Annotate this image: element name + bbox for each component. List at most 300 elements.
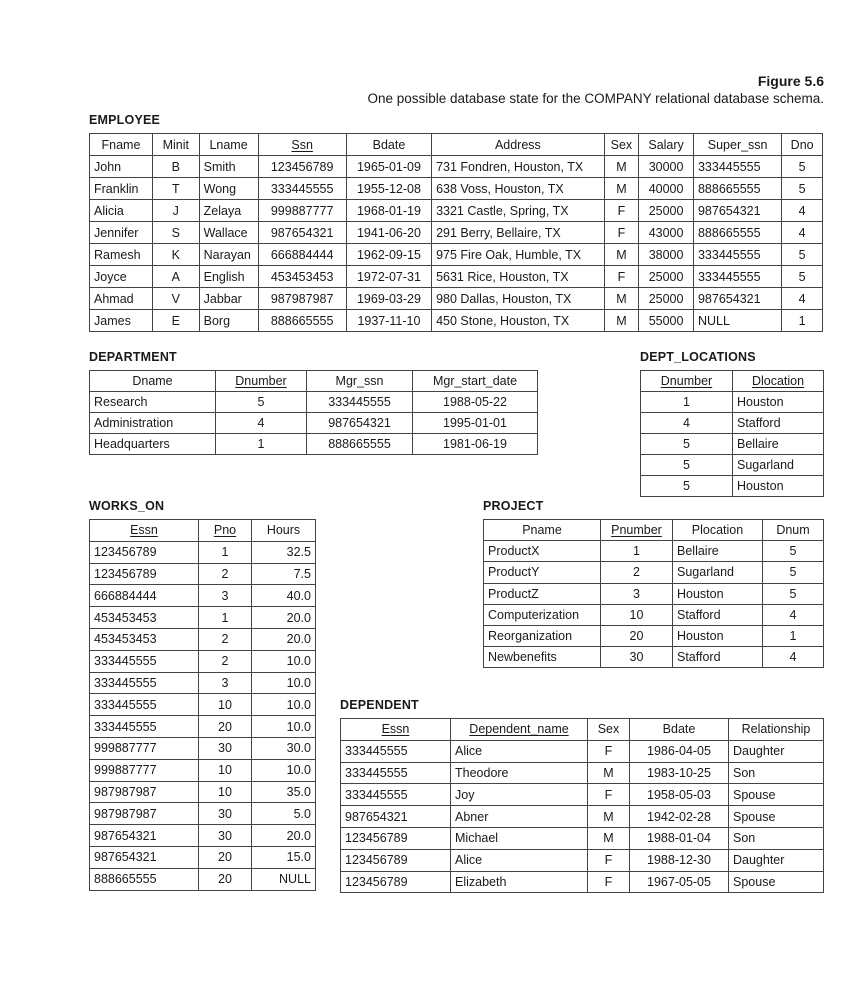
employee-cell: 5 (782, 266, 823, 288)
employee-cell: 25000 (639, 288, 694, 310)
employee-row (90, 310, 823, 332)
dependent-cell: Spouse (729, 806, 824, 828)
works-on-cell: 10.0 (252, 694, 316, 716)
department-cell: Research (90, 392, 216, 413)
department-cell: 888665555 (307, 434, 413, 455)
employee-cell: 333445555 (693, 156, 781, 178)
project-cell: 1 (763, 625, 824, 646)
works-on-cell: 32.5 (252, 541, 316, 563)
dependent-row (341, 827, 824, 849)
employee-cell: 55000 (639, 310, 694, 332)
works-on-row (90, 694, 316, 716)
project-column-header: Pnumber (601, 520, 673, 541)
dependent-cell: 987654321 (341, 806, 451, 828)
employee-cell: 987987987 (258, 288, 346, 310)
employee-column-header: Salary (639, 134, 694, 156)
employee-cell: 987654321 (258, 222, 346, 244)
project-cell: Sugarland (673, 562, 763, 583)
works-on-row (90, 541, 316, 563)
department-column-header: Mgr_start_date (413, 371, 538, 392)
dependent-header-row (341, 719, 824, 741)
employee-cell: A (152, 266, 199, 288)
works-on-row (90, 759, 316, 781)
works-on-cell: 453453453 (90, 607, 199, 629)
works-on-cell: 5.0 (252, 803, 316, 825)
dependent-cell: 1986-04-05 (630, 740, 729, 762)
department-cell: Administration (90, 413, 216, 434)
works-on-cell: 3 (199, 672, 252, 694)
employee-cell: Franklin (90, 178, 153, 200)
works-on-cell: 888665555 (90, 868, 199, 890)
project-cell: Reorganization (484, 625, 601, 646)
project-cell: Stafford (673, 604, 763, 625)
dependent-cell: Spouse (729, 784, 824, 806)
dependent-cell: 1942-02-28 (630, 806, 729, 828)
employee-cell: F (604, 200, 639, 222)
works-on-row (90, 846, 316, 868)
dependent-cell: Daughter (729, 849, 824, 871)
dependent-cell: Son (729, 762, 824, 784)
project-row (484, 647, 824, 668)
dept-locations-column-header: Dnumber (641, 371, 733, 392)
works-on-cell: 333445555 (90, 716, 199, 738)
dependent-row (341, 784, 824, 806)
figure-title: Figure 5.6 (757, 73, 824, 89)
employee-cell: 1955-12-08 (346, 178, 431, 200)
employee-cell: 3321 Castle, Spring, TX (432, 200, 605, 222)
employee-cell: James (90, 310, 153, 332)
dependent-cell: 123456789 (341, 849, 451, 871)
works-on-cell: 20.0 (252, 628, 316, 650)
works-on-cell: 1 (199, 541, 252, 563)
employee-cell: 731 Fondren, Houston, TX (432, 156, 605, 178)
employee-column-header: Super_ssn (693, 134, 781, 156)
employee-cell: M (604, 288, 639, 310)
employee-cell: 5 (782, 244, 823, 266)
employee-cell: Jennifer (90, 222, 153, 244)
employee-cell: Wong (199, 178, 258, 200)
employee-cell: 1962-09-15 (346, 244, 431, 266)
dept-locations-row (641, 413, 824, 434)
dept-locations-table (640, 370, 824, 497)
dependent-table (340, 718, 824, 893)
project-column-header: Dnum (763, 520, 824, 541)
works-on-cell: 666884444 (90, 585, 199, 607)
project-cell: Newbenefits (484, 647, 601, 668)
employee-cell: 980 Dallas, Houston, TX (432, 288, 605, 310)
project-column-header: Plocation (673, 520, 763, 541)
works-on-cell: 30.0 (252, 737, 316, 759)
project-cell: 5 (763, 562, 824, 583)
works-on-column-header: Essn (90, 520, 199, 542)
dependent-cell: F (588, 871, 630, 893)
employee-column-header: Lname (199, 134, 258, 156)
works-on-cell: 10.0 (252, 650, 316, 672)
employee-cell: 123456789 (258, 156, 346, 178)
employee-cell: NULL (693, 310, 781, 332)
works-on-row (90, 825, 316, 847)
project-cell: Houston (673, 583, 763, 604)
works-on-column-header: Hours (252, 520, 316, 542)
employee-cell: M (604, 310, 639, 332)
works-on-cell: 10 (199, 694, 252, 716)
employee-cell: Joyce (90, 266, 153, 288)
employee-cell: 453453453 (258, 266, 346, 288)
works-on-cell: 987987987 (90, 781, 199, 803)
project-row (484, 541, 824, 562)
dependent-cell: Theodore (451, 762, 588, 784)
project-column-header: Pname (484, 520, 601, 541)
project-cell: 5 (763, 541, 824, 562)
works-on-cell: 20.0 (252, 607, 316, 629)
employee-cell: John (90, 156, 153, 178)
employee-cell: 1968-01-19 (346, 200, 431, 222)
works-on-cell: 30 (199, 803, 252, 825)
project-cell: ProductY (484, 562, 601, 583)
project-table-name: PROJECT (483, 499, 544, 513)
dependent-column-header: Relationship (729, 719, 824, 741)
employee-cell: 1937-11-10 (346, 310, 431, 332)
employee-cell: 638 Voss, Houston, TX (432, 178, 605, 200)
works-on-row (90, 803, 316, 825)
works-on-cell: 999887777 (90, 759, 199, 781)
employee-cell: Borg (199, 310, 258, 332)
dependent-cell: F (588, 784, 630, 806)
department-row (90, 392, 538, 413)
employee-cell: K (152, 244, 199, 266)
dependent-cell: 1988-12-30 (630, 849, 729, 871)
works-on-cell: 15.0 (252, 846, 316, 868)
project-cell: 10 (601, 604, 673, 625)
dept-locations-cell: Houston (733, 476, 824, 497)
department-row (90, 434, 538, 455)
employee-table (89, 133, 823, 332)
employee-cell: 38000 (639, 244, 694, 266)
dept-locations-row (641, 392, 824, 413)
employee-cell: Narayan (199, 244, 258, 266)
works-on-cell: 20.0 (252, 825, 316, 847)
project-cell: 4 (763, 647, 824, 668)
employee-cell: 5631 Rice, Houston, TX (432, 266, 605, 288)
employee-cell: F (604, 266, 639, 288)
employee-cell: 5 (782, 178, 823, 200)
dept-locations-row (641, 434, 824, 455)
dependent-row (341, 871, 824, 893)
works-on-row (90, 781, 316, 803)
works-on-row (90, 672, 316, 694)
dependent-cell: Son (729, 827, 824, 849)
employee-cell: 1972-07-31 (346, 266, 431, 288)
project-cell: 4 (763, 604, 824, 625)
employee-column-header: Bdate (346, 134, 431, 156)
project-row (484, 604, 824, 625)
employee-row (90, 288, 823, 310)
works-on-cell: 10 (199, 781, 252, 803)
works-on-cell: 2 (199, 563, 252, 585)
employee-cell: 40000 (639, 178, 694, 200)
employee-cell: 888665555 (693, 222, 781, 244)
employee-cell: J (152, 200, 199, 222)
employee-cell: S (152, 222, 199, 244)
dependent-cell: Joy (451, 784, 588, 806)
dept-locations-cell: 5 (641, 434, 733, 455)
employee-cell: English (199, 266, 258, 288)
works-on-cell: 10.0 (252, 672, 316, 694)
works-on-cell: NULL (252, 868, 316, 890)
works-on-cell: 40.0 (252, 585, 316, 607)
dependent-cell: M (588, 762, 630, 784)
department-cell: 4 (216, 413, 307, 434)
employee-cell: 291 Berry, Bellaire, TX (432, 222, 605, 244)
dependent-cell: 333445555 (341, 762, 451, 784)
works-on-cell: 10.0 (252, 759, 316, 781)
project-cell: 20 (601, 625, 673, 646)
department-cell: 1988-05-22 (413, 392, 538, 413)
dependent-column-header: Sex (588, 719, 630, 741)
works-on-cell: 987987987 (90, 803, 199, 825)
dept-locations-row (641, 476, 824, 497)
employee-cell: Zelaya (199, 200, 258, 222)
works-on-cell: 35.0 (252, 781, 316, 803)
employee-row (90, 222, 823, 244)
project-row (484, 625, 824, 646)
project-cell: Stafford (673, 647, 763, 668)
employee-row (90, 200, 823, 222)
dependent-column-header: Dependent_name (451, 719, 588, 741)
employee-column-header: Dno (782, 134, 823, 156)
employee-row (90, 266, 823, 288)
works-on-cell: 10.0 (252, 716, 316, 738)
works-on-cell: 10 (199, 759, 252, 781)
employee-cell: M (604, 156, 639, 178)
works-on-row (90, 737, 316, 759)
dependent-cell: Abner (451, 806, 588, 828)
dependent-cell: 1983-10-25 (630, 762, 729, 784)
employee-cell: 4 (782, 288, 823, 310)
project-cell: 30 (601, 647, 673, 668)
employee-cell: E (152, 310, 199, 332)
dependent-cell: 123456789 (341, 827, 451, 849)
dept-locations-cell: Houston (733, 392, 824, 413)
employee-cell: 1965-01-09 (346, 156, 431, 178)
employee-cell: 450 Stone, Houston, TX (432, 310, 605, 332)
dependent-row (341, 806, 824, 828)
works-on-cell: 1 (199, 607, 252, 629)
project-cell: 5 (763, 583, 824, 604)
dependent-cell: M (588, 827, 630, 849)
employee-cell: 4 (782, 222, 823, 244)
works-on-cell: 20 (199, 868, 252, 890)
project-cell: ProductX (484, 541, 601, 562)
dependent-table-name: DEPENDENT (340, 698, 419, 712)
department-cell: 1981-06-19 (413, 434, 538, 455)
employee-cell: 333445555 (258, 178, 346, 200)
dept-locations-cell: 4 (641, 413, 733, 434)
works-on-row (90, 868, 316, 890)
works-on-column-header: Pno (199, 520, 252, 542)
dependent-cell: 1988-01-04 (630, 827, 729, 849)
department-column-header: Mgr_ssn (307, 371, 413, 392)
employee-cell: 1969-03-29 (346, 288, 431, 310)
works-on-cell: 7.5 (252, 563, 316, 585)
dependent-row (341, 740, 824, 762)
department-cell: 987654321 (307, 413, 413, 434)
works-on-cell: 333445555 (90, 672, 199, 694)
department-table (89, 370, 538, 455)
dependent-cell: 333445555 (341, 784, 451, 806)
employee-cell: 888665555 (693, 178, 781, 200)
dependent-cell: Elizabeth (451, 871, 588, 893)
employee-cell: 30000 (639, 156, 694, 178)
dept-locations-cell: Sugarland (733, 455, 824, 476)
dependent-column-header: Bdate (630, 719, 729, 741)
works-on-cell: 20 (199, 846, 252, 868)
employee-row (90, 244, 823, 266)
project-row (484, 562, 824, 583)
employee-cell: 333445555 (693, 244, 781, 266)
employee-cell: 666884444 (258, 244, 346, 266)
employee-cell: 888665555 (258, 310, 346, 332)
employee-cell: 25000 (639, 266, 694, 288)
dept-locations-cell: Bellaire (733, 434, 824, 455)
employee-cell: Jabbar (199, 288, 258, 310)
department-column-header: Dname (90, 371, 216, 392)
dependent-cell: Daughter (729, 740, 824, 762)
employee-cell: M (604, 244, 639, 266)
project-cell: 2 (601, 562, 673, 583)
works-on-row (90, 607, 316, 629)
works-on-header-row (90, 520, 316, 542)
employee-cell: V (152, 288, 199, 310)
works-on-row (90, 563, 316, 585)
department-cell: 5 (216, 392, 307, 413)
dept-locations-cell: Stafford (733, 413, 824, 434)
employee-column-header: Minit (152, 134, 199, 156)
employee-cell: 43000 (639, 222, 694, 244)
project-cell: Houston (673, 625, 763, 646)
works-on-cell: 999887777 (90, 737, 199, 759)
works-on-cell: 2 (199, 650, 252, 672)
works-on-table-name: WORKS_ON (89, 499, 165, 513)
project-cell: 1 (601, 541, 673, 562)
department-column-header: Dnumber (216, 371, 307, 392)
employee-cell: Ahmad (90, 288, 153, 310)
dept-locations-row (641, 455, 824, 476)
works-on-table (89, 519, 316, 891)
department-row (90, 413, 538, 434)
department-header-row (90, 371, 538, 392)
employee-cell: 5 (782, 156, 823, 178)
works-on-cell: 453453453 (90, 628, 199, 650)
department-cell: Headquarters (90, 434, 216, 455)
project-cell: Bellaire (673, 541, 763, 562)
works-on-cell: 30 (199, 737, 252, 759)
department-cell: 1995-01-01 (413, 413, 538, 434)
works-on-cell: 123456789 (90, 563, 199, 585)
dept-locations-cell: 5 (641, 476, 733, 497)
dependent-cell: 333445555 (341, 740, 451, 762)
employee-cell: Smith (199, 156, 258, 178)
works-on-cell: 333445555 (90, 694, 199, 716)
employee-cell: 1 (782, 310, 823, 332)
employee-row (90, 178, 823, 200)
department-cell: 1 (216, 434, 307, 455)
works-on-cell: 2 (199, 628, 252, 650)
employee-cell: 1941-06-20 (346, 222, 431, 244)
employee-cell: 987654321 (693, 288, 781, 310)
works-on-row (90, 628, 316, 650)
employee-column-header: Fname (90, 134, 153, 156)
works-on-row (90, 716, 316, 738)
works-on-cell: 333445555 (90, 650, 199, 672)
department-table-name: DEPARTMENT (89, 350, 177, 364)
dependent-cell: 1967-05-05 (630, 871, 729, 893)
employee-cell: B (152, 156, 199, 178)
works-on-cell: 3 (199, 585, 252, 607)
employee-cell: 987654321 (693, 200, 781, 222)
employee-cell: 999887777 (258, 200, 346, 222)
employee-table-name: EMPLOYEE (89, 113, 161, 127)
dept-locations-table-name: DEPT_LOCATIONS (640, 350, 756, 364)
employee-cell: 333445555 (693, 266, 781, 288)
project-cell: 3 (601, 583, 673, 604)
dependent-cell: Spouse (729, 871, 824, 893)
employee-column-header: Ssn (258, 134, 346, 156)
works-on-row (90, 585, 316, 607)
dependent-cell: M (588, 806, 630, 828)
dependent-row (341, 762, 824, 784)
dept-locations-cell: 5 (641, 455, 733, 476)
project-table (483, 519, 824, 668)
works-on-cell: 987654321 (90, 846, 199, 868)
employee-cell: Ramesh (90, 244, 153, 266)
employee-row (90, 156, 823, 178)
employee-cell: Alicia (90, 200, 153, 222)
project-header-row (484, 520, 824, 541)
dependent-cell: F (588, 849, 630, 871)
dept-locations-cell: 1 (641, 392, 733, 413)
works-on-cell: 987654321 (90, 825, 199, 847)
employee-column-header: Sex (604, 134, 639, 156)
employee-cell: T (152, 178, 199, 200)
employee-cell: 25000 (639, 200, 694, 222)
employee-cell: M (604, 178, 639, 200)
dependent-row (341, 849, 824, 871)
project-cell: Computerization (484, 604, 601, 625)
employee-header-row (90, 134, 823, 156)
dependent-column-header: Essn (341, 719, 451, 741)
department-cell: 333445555 (307, 392, 413, 413)
works-on-cell: 123456789 (90, 541, 199, 563)
dependent-cell: Michael (451, 827, 588, 849)
dependent-cell: 123456789 (341, 871, 451, 893)
dept-locations-column-header: Dlocation (733, 371, 824, 392)
employee-cell: Wallace (199, 222, 258, 244)
employee-column-header: Address (432, 134, 605, 156)
works-on-row (90, 650, 316, 672)
figure-caption: One possible database state for the COMPANY relational database schema. (367, 91, 824, 106)
employee-cell: 975 Fire Oak, Humble, TX (432, 244, 605, 266)
works-on-cell: 30 (199, 825, 252, 847)
project-cell: ProductZ (484, 583, 601, 604)
dependent-cell: F (588, 740, 630, 762)
project-row (484, 583, 824, 604)
dependent-cell: 1958-05-03 (630, 784, 729, 806)
dept-locations-header-row (641, 371, 824, 392)
employee-cell: F (604, 222, 639, 244)
dependent-cell: Alice (451, 740, 588, 762)
dependent-cell: Alice (451, 849, 588, 871)
